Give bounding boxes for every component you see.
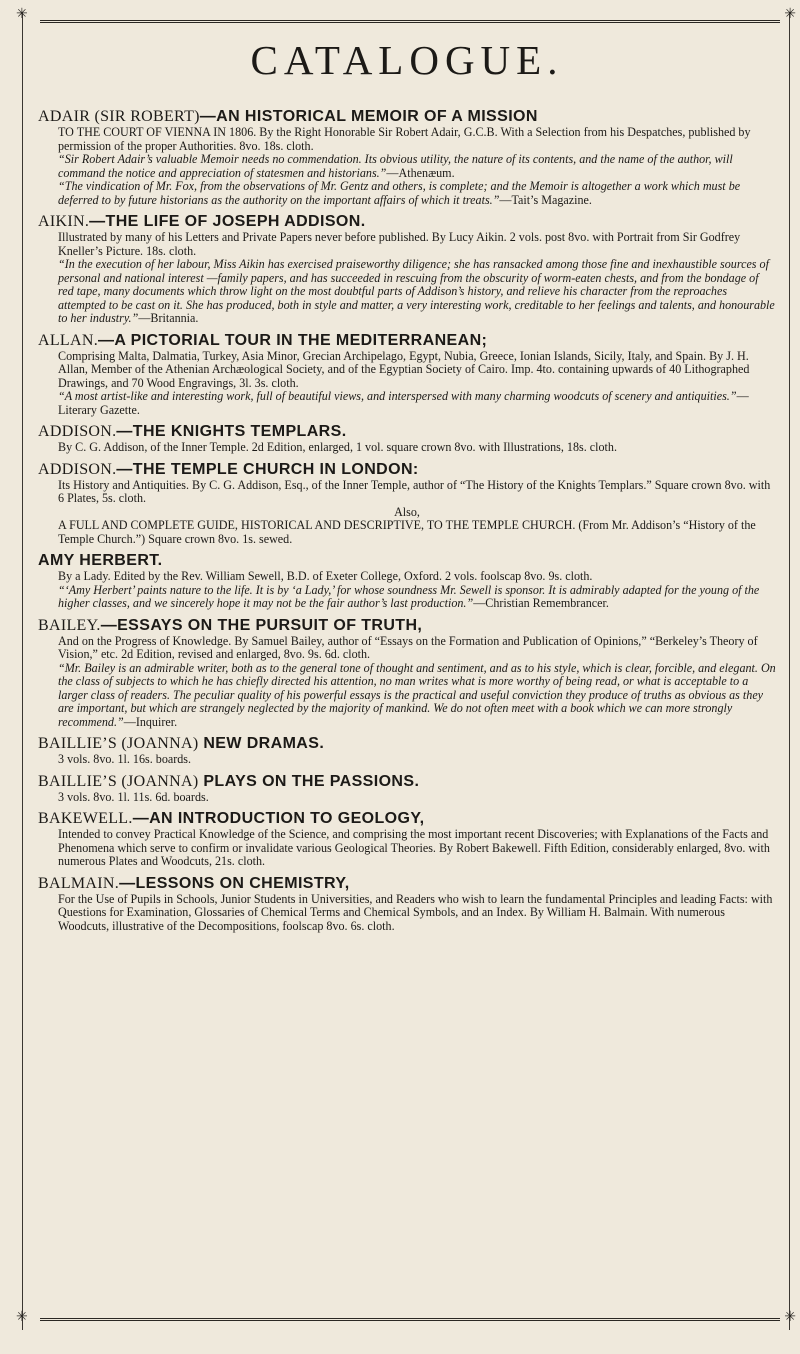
entry-description: By C. G. Addison, of the Inner Temple. 2d Edition, enlarged, 1 vol. square crown 8vo. with Illustrations, 18s. cloth. [58, 440, 617, 454]
entry-heading [38, 810, 776, 828]
entry-title: NEW DRAMAS. [198, 735, 325, 752]
catalogue-entry-adair [38, 108, 776, 207]
entry-description: For the Use of Pupils in Schools, Junior Students in Universities, and Readers who wish to learn the fundamental Principles and leading Facts: with Questions for Examination, Glossaries of Chemical Terms and Chemical Symbols, and an Index. By William H. Balmain. With numerous Woodcuts, illustrative of the Decompositions, foolscap 8vo. 6s. cloth. [58, 891, 773, 933]
entry-author: BAILLIE’S (JOANNA) [38, 735, 199, 752]
corner-ornament-bottom-right-icon: ✳ [784, 1310, 796, 1325]
entry-heading [38, 875, 776, 893]
corner-ornament-top-left-icon: ✳ [16, 7, 28, 22]
catalogue-entry-allan [38, 332, 776, 418]
entry-description: Comprising Malta, Dalmatia, Turkey, Asia Minor, Grecian Archipelago, Egypt, Nubia, Greece, Ionian Islands, Sicily, Italy, and Spain. By J. H. Allan, Member of the Athenian Archæological Society, and of the Egyptian Society of Cairo. Imp. 4to. containing upwards of 40 Lithographed Drawings, and 70 Wood Engravings, 3l. 3s. cloth. [58, 348, 750, 390]
entry-description: Its History and Antiquities. By C. G. Addison, Esq., of the Inner Temple, author of “The History of the Knights Templars.” Square crown 8vo. with 6 Plates, 5s. cloth. [58, 477, 771, 505]
entry-title: —THE TEMPLE CHURCH IN LONDON: [116, 460, 419, 478]
entry-review [38, 153, 776, 180]
entry-heading [38, 108, 776, 126]
entry-title: —AN HISTORICAL MEMOIR OF A MISSION [199, 108, 538, 125]
catalogue-entry-addison-temple-church [38, 461, 776, 547]
entry-review [38, 584, 776, 611]
entry-description: 3 vols. 8vo. 1l. 11s. 6d. boards. [58, 789, 209, 804]
entry-review [38, 662, 776, 730]
review-text: “Sir Robert Adair’s valuable Memoir needs no commendation. Its obvious utility, the nature of its contents, and the name of the author, will command the notice and appreciation of statesmen and historians.” [58, 152, 733, 180]
entry-author: ADDISON. [38, 423, 117, 440]
catalogue-entry-baillie-plays [38, 773, 776, 805]
entry-review [38, 180, 776, 207]
entry-author: ADAIR (SIR ROBERT) [38, 108, 200, 125]
review-source: —Inquirer. [123, 714, 178, 729]
entry-review [38, 390, 776, 417]
entry-heading [38, 773, 776, 791]
entry-description: 3 vols. 8vo. 1l. 16s. boards. [58, 752, 192, 766]
catalogue-entry-balmain [38, 875, 776, 934]
entry-author: BAILLIE’S (JOANNA) [38, 772, 199, 790]
corner-ornament-bottom-left-icon: ✳ [16, 1310, 28, 1325]
entry-description-extra: A FULL AND COMPLETE GUIDE, HISTORICAL AND DESCRIPTIVE, TO THE TEMPLE CHURCH. (From Mr. Addison’s “History of the Temple Church.”) Square crown 8vo. 1s. sewed. [58, 518, 756, 546]
corner-ornament-top-right-icon: ✳ [784, 7, 796, 22]
right-border-rule [789, 12, 790, 1330]
entry-description: Intended to convey Practical Knowledge of the Science, and comprising the most important recent Discoveries; with Explanations of the Facts and Phenomena which serve to confirm or invalidate various Geological Theories. By Robert Bakewell. Fifth Edition, considerably enlarged, 8vo. with numerous Plates and Woodcuts, 21s. cloth. [58, 827, 770, 868]
entry-review [38, 258, 776, 326]
entry-heading [38, 213, 776, 231]
entry-author: ALLAN. [38, 331, 99, 349]
entry-description: By a Lady. Edited by the Rev. William Sewell, B.D. of Exeter College, Oxford. 2 vols. foolscap 8vo. 9s. cloth. [58, 569, 593, 583]
entry-title: —LESSONS ON CHEMISTRY, [119, 874, 350, 892]
review-source: —Christian Remembrancer. [473, 596, 609, 610]
entry-title: —THE LIFE OF JOSEPH ADDISON. [89, 213, 366, 230]
entry-description: And on the Progress of Knowledge. By Samuel Bailey, author of “Essays on the Formation and Publication of Opinions,” “Berkeley’s Theory of Vision,” etc. 2d Edition, revised and enlarged, 8vo. 9s. 6d. cloth. [58, 633, 758, 661]
review-text: “‘Amy Herbert’ paints nature to the life. It is by ‘a Lady,’ for whose soundness Mr. Sewell is sponsor. It is admirably adapted for the young of the higher classes, and we sincerely hope it may not be the fair author’s last production.” [58, 582, 760, 610]
entry-title: —THE KNIGHTS TEMPLARS. [116, 423, 347, 440]
catalogue-entry-amy-herbert [38, 552, 776, 611]
review-text: “In the execution of her labour, Miss Aikin has exercised praiseworthy diligence; she has ransacked among those fine and inexhaustible sources of personal and national interest —family papers, and has succeeded in rescuing from the obscurity of worm-eaten chests, and from the bondage of red tape, many documents which throw light on the most doubtful parts of Addison’s history, and relieve his character from the reproaches attempted to be cast on it. She has produced, both in style and matter, a very interesting work, creditable to her feelings and talents, and honourable to her industry.” [58, 257, 775, 325]
entry-heading [38, 332, 776, 350]
entry-title: —A PICTORIAL TOUR IN THE MEDITERRANEAN; [98, 331, 488, 349]
entry-title: —ESSAYS ON THE PURSUIT OF TRUTH, [100, 616, 423, 634]
entry-description: TO THE COURT OF VIENNA IN 1806. By the Right Honorable Sir Robert Adair, G.C.B. With a Selection from his Despatches, published by permission of the proper Authorities. 8vo. 18s. cloth. [58, 125, 751, 153]
entry-heading [38, 423, 776, 441]
bottom-border-rule [40, 1318, 780, 1321]
review-source: —Britannia. [138, 311, 199, 325]
review-source: —Literary Gazette. [58, 389, 749, 417]
entry-title: PLAYS ON THE PASSIONS. [198, 772, 420, 790]
entry-description: Illustrated by many of his Letters and Private Papers never before published. By Lucy Aikin. 2 vols. post 8vo. with Portrait from Sir Godfrey Kneller’s Picture. 18s. cloth. [58, 230, 741, 258]
page-title: CATALOGUE. [250, 37, 564, 83]
catalogue-entry-aikin [38, 213, 776, 326]
left-border-rule [22, 12, 23, 1330]
entry-author: BALMAIN. [38, 874, 120, 892]
entry-author: ADDISON. [38, 460, 117, 478]
catalogue-entry-baillie-dramas [38, 735, 776, 767]
entry-heading [38, 461, 776, 479]
catalogue-entry-bakewell [38, 810, 776, 869]
catalogue-entry-addison-templars [38, 423, 776, 455]
entry-author: BAILEY. [38, 616, 101, 634]
catalogue-entry-bailey [38, 617, 776, 730]
top-border-rule [40, 20, 780, 23]
entry-also: Also, [394, 504, 420, 519]
review-source: —Tait’s Magazine. [499, 192, 592, 207]
review-source: —Athenæum. [386, 165, 455, 180]
entry-heading [38, 735, 776, 753]
catalogue-content [38, 36, 776, 939]
entry-author: AIKIN. [38, 213, 90, 230]
review-text: “A most artist-like and interesting work, full of beautiful views, and interspersed with many charming woodcuts of scenery and antiquities.” [58, 389, 737, 403]
review-text: “Mr. Bailey is an admirable writer, both as to the general tone of thought and sentiment, and as to his style, which is clear, forcible, and elegant. On the class of subjects to which he has chiefly directed his attention, no man writes what is more worthy of being read, or what is acceptable to a larger class of readers. The peculiar quality of his powerful essays is the practical and useful conviction they produce of truths as obvious as they are important, but which are strangely neglected by the majority of mankind. We do not often meet with a book which we can more strongly recommend.” [58, 660, 776, 729]
entry-title: —AN INTRODUCTION TO GEOLOGY, [132, 810, 425, 827]
review-text: “The vindication of Mr. Fox, from the observations of Mr. Gentz and others, is complete; and the Memoir is altogether a work which must be deferred to by future historians as the authority on the important affairs of which it treats.” [58, 179, 741, 207]
entry-author: BAKEWELL. [38, 810, 133, 827]
entry-heading [38, 617, 776, 635]
entry-heading [38, 552, 776, 570]
entry-title: AMY HERBERT. [38, 552, 163, 569]
